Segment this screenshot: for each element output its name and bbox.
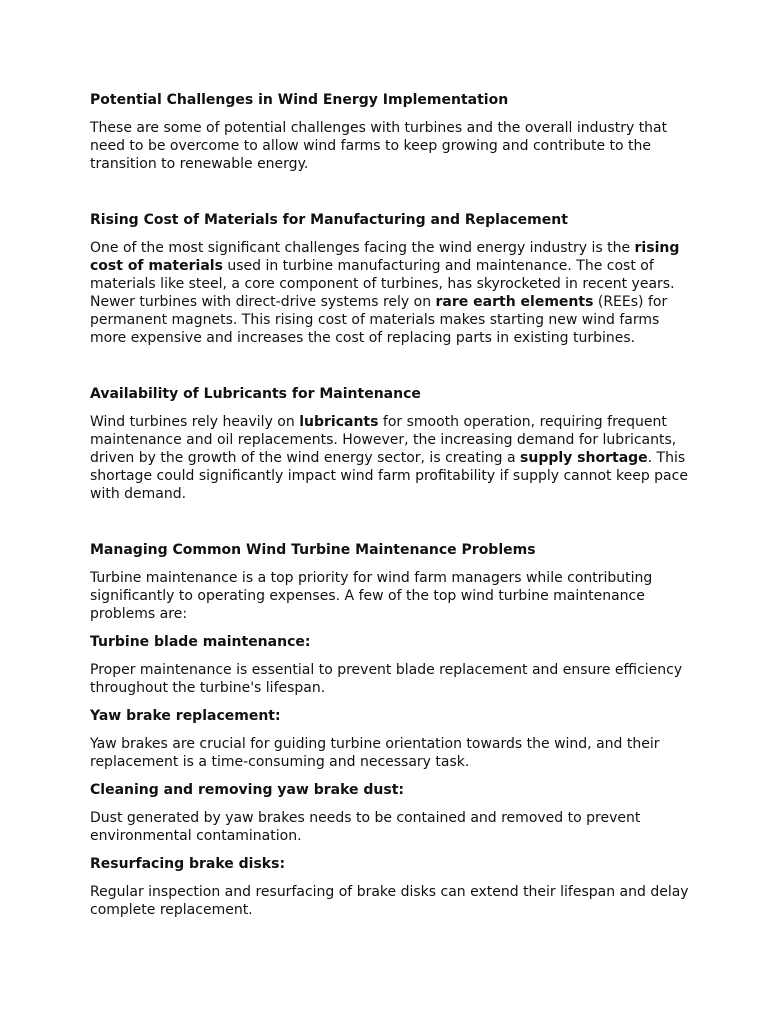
materials-bold-1: rising cost of materials (90, 240, 680, 274)
maintenance-item-title: Turbine blade maintenance: (90, 634, 311, 650)
document-body (90, 91, 690, 929)
maintenance-item-text: Regular inspection and resurfacing of brake disks can extend their lifespan and delay complete replacement. (90, 884, 689, 918)
materials-text-2: used in turbine manufacturing and maintenance. The cost of materials like steel, a core component of turbines, has skyrocketed in recent years. Newer turbines with direct-drive systems rely on (90, 258, 675, 310)
maintenance-item-text: Yaw brakes are crucial for guiding turbine orientation towards the wind, and their replacement is a time-consuming and necessary task. (90, 736, 660, 770)
intro-paragraph: These are some of potential challenges with turbines and the overall industry that need to be overcome to allow wind farms to keep growing and contribute to the transition to renewable energy. (90, 120, 668, 172)
lubricants-text-3: . This shortage could significantly impact wind farm profitability if supply cannot keep pace with demand. (90, 450, 688, 502)
maintenance-intro: Turbine maintenance is a top priority for wind farm managers while contributing significantly to operating expenses. A few of the top wind turbine maintenance problems are: (90, 570, 653, 622)
maintenance-item-title: Cleaning and removing yaw brake dust: (90, 782, 405, 798)
maintenance-item-text: Proper maintenance is essential to prevent blade replacement and ensure efficiency throughout the turbine's lifespan. (90, 662, 683, 696)
lubricants-text-2: for smooth operation, requiring frequent maintenance and oil replacements. However, the increasing demand for lubricants, driven by the growth of the wind energy sector, is creating a (90, 414, 677, 466)
materials-bold-2: rare earth elements (435, 294, 594, 310)
maintenance-heading: Managing Common Wind Turbine Maintenance Problems (90, 542, 536, 558)
maintenance-item-title: Yaw brake replacement: (90, 708, 281, 724)
maintenance-item-text: Dust generated by yaw brakes needs to be contained and removed to prevent environmental contamination. (90, 810, 641, 844)
materials-heading: Rising Cost of Materials for Manufacturing and Replacement (90, 212, 568, 228)
lubricants-bold-2: supply shortage (520, 450, 648, 466)
materials-text-1: One of the most significant challenges facing the wind energy industry is the (90, 240, 635, 256)
lubricants-bold-1: lubricants (299, 414, 379, 430)
lubricants-paragraph (90, 413, 690, 503)
lubricants-text-1: Wind turbines rely heavily on (90, 414, 300, 430)
document-title: Potential Challenges in Wind Energy Implementation (90, 92, 509, 108)
materials-text-3: (REEs) for permanent magnets. This rising cost of materials makes starting new wind farms more expensive and increases the cost of replacing parts in existing turbines. (90, 294, 668, 346)
materials-paragraph (90, 239, 690, 347)
lubricants-heading: Availability of Lubricants for Maintenance (90, 386, 421, 402)
maintenance-item-title: Resurfacing brake disks: (90, 856, 286, 872)
